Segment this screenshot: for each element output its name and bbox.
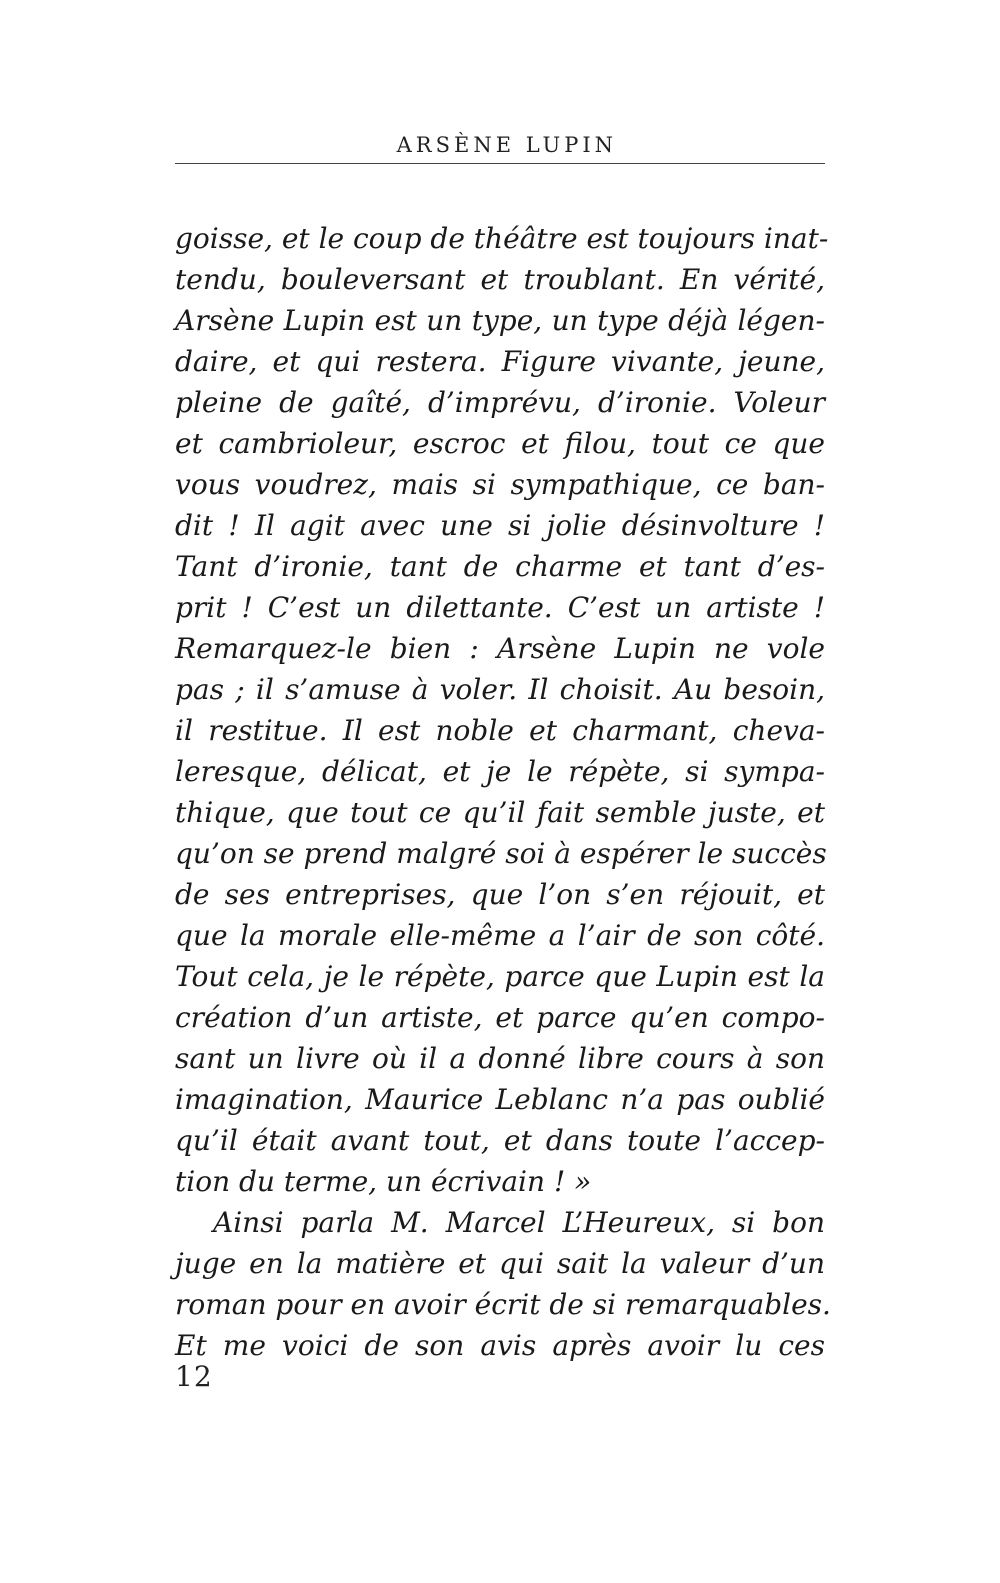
text-line: qu’il était avant tout, et dans toute l’accep- xyxy=(175,1124,825,1157)
header-rule xyxy=(175,163,825,164)
text-line: leresque, délicat, et je le répète, si sympa- xyxy=(175,755,825,788)
text-line: Ainsi parla M. Marcel L’Heureux, si bon xyxy=(213,1206,825,1239)
paragraph-new xyxy=(175,1202,831,1366)
page-body xyxy=(175,218,831,1366)
text-line: tendu, bouleversant et troublant. En vérité, xyxy=(175,263,825,296)
text-line: Tout cela, je le répète, parce que Lupin est la xyxy=(175,960,825,993)
page-number: 12 xyxy=(175,1360,213,1393)
text-line: pleine de gaîté, d’imprévu, d’ironie. Voleur xyxy=(175,386,825,419)
text-line: thique, que tout ce qu’il fait semble juste, et xyxy=(175,796,825,829)
text-line: Arsène Lupin est un type, un type déjà légen- xyxy=(175,304,825,337)
text-line: création d’un artiste, et parce qu’en compo- xyxy=(175,1001,825,1034)
text-line: tion du terme, un écrivain ! » xyxy=(175,1165,592,1198)
text-line: que la morale elle-même a l’air de son côté. xyxy=(175,919,825,952)
text-line: qu’on se prend malgré soi à espérer le succès xyxy=(175,837,827,870)
text-line: Et me voici de son avis après avoir lu ces xyxy=(175,1329,825,1362)
text-line: juge en la matière et qui sait la valeur d’un xyxy=(175,1247,825,1280)
text-line: Remarquez-le bien : Arsène Lupin ne vole xyxy=(175,632,825,665)
running-head-title: ARSÈNE LUPIN xyxy=(396,133,617,157)
text-line: goisse, et le coup de théâtre est toujours inat- xyxy=(175,222,829,255)
text-line: et cambrioleur, escroc et filou, tout ce que xyxy=(175,427,825,460)
text-line: sant un livre où il a donné libre cours à son xyxy=(175,1042,825,1075)
text-line: imagination, Maurice Leblanc n’a pas oublié xyxy=(175,1083,825,1116)
text-line: roman pour en avoir écrit de si remarquables. xyxy=(175,1288,831,1321)
text-line: daire, et qui restera. Figure vivante, jeune, xyxy=(175,345,825,378)
text-line: il restitue. Il est noble et charmant, cheva- xyxy=(175,714,825,747)
text-line: dit ! Il agit avec une si jolie désinvolture ! xyxy=(175,509,825,542)
text-line: Tant d’ironie, tant de charme et tant d’es- xyxy=(175,550,825,583)
text-line: vous voudrez, mais si sympathique, ce ban- xyxy=(175,468,825,501)
text-line: pas ; il s’amuse à voler. Il choisit. Au besoin, xyxy=(175,673,825,706)
paragraph-continuation xyxy=(175,218,829,1202)
text-line: prit ! C’est un dilettante. C’est un artiste ! xyxy=(175,591,825,624)
text-line: de ses entreprises, que l’on s’en réjouit, et xyxy=(175,878,825,911)
